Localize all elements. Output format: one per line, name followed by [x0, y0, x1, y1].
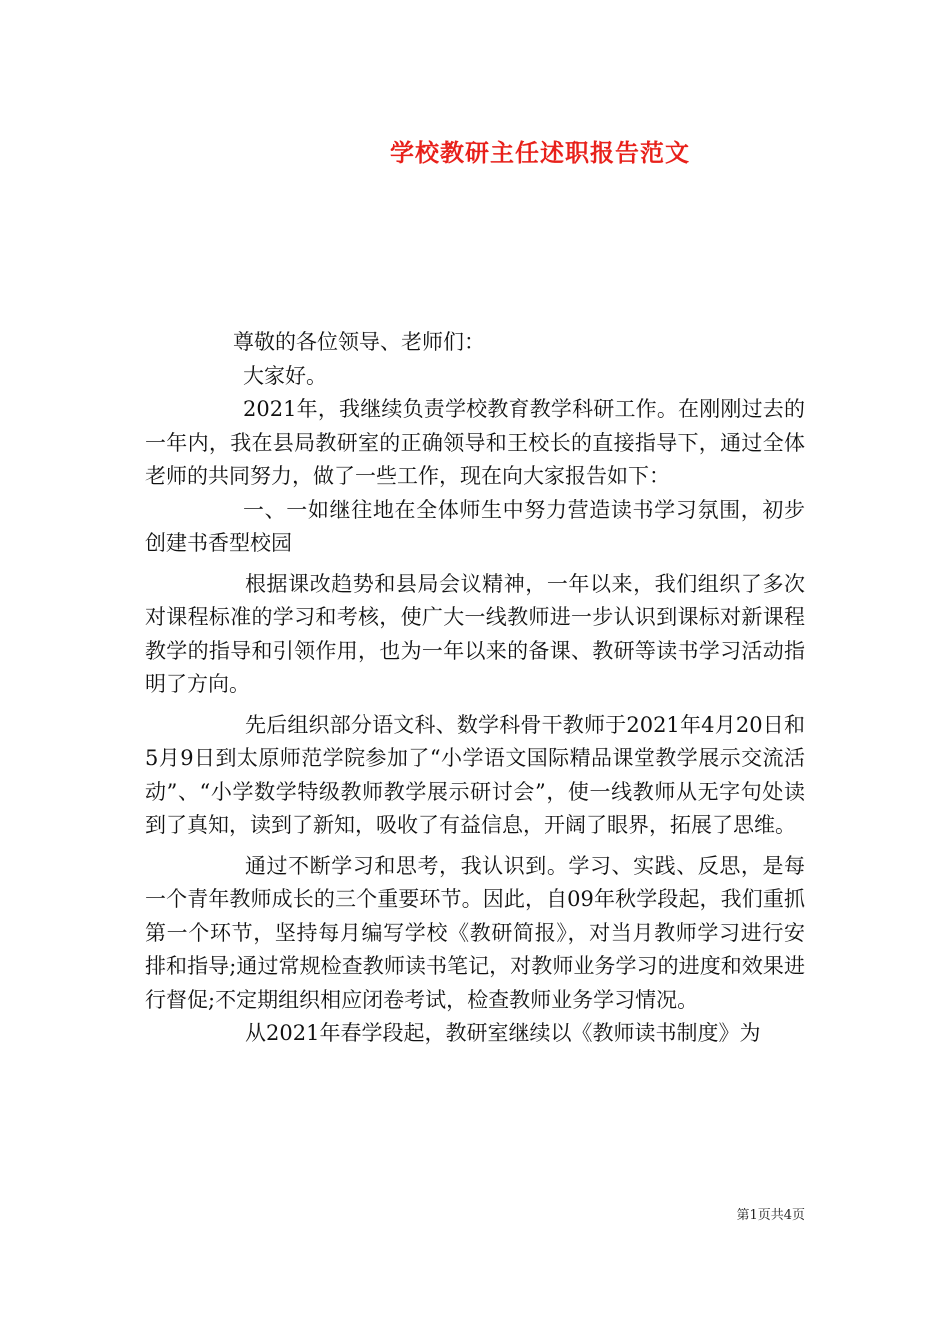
paragraph-curriculum-study: 根据课改趋势和县局会议精神，一年以来，我们组织了多次对课程标准的学习和考核，使广大一线教师进一步认识到课标对新课程教学的指导和引领作用，也为一年以来的备课、教研等读书学习活动指明了方向。 — [145, 571, 805, 696]
section-heading-1: 一、一如继往地在全体师生中努力营造读书学习氛围，初步创建书香型校园 — [145, 497, 805, 555]
document-body — [145, 326, 805, 1051]
hello-line: 大家好。 — [243, 363, 327, 388]
greeting-line: 尊敬的各位领导、老师们： — [233, 330, 485, 354]
paragraph-reading-system: 从2021年春学段起，教研室继续以《教师读书制度》为 — [245, 1021, 761, 1045]
paragraph-intro: 2021年，我继续负责学校教育教学科研工作。在刚刚过去的一年内，我在县局教研室的正确领导和王校长的直接指导下，通过全体老师的共同努力，做了一些工作，现在向大家报告如下： — [145, 397, 805, 488]
page-number-footer: 第1页共4页 — [736, 1208, 805, 1223]
paragraph-teacher-visit: 先后组织部分语文科、数学科骨干教师于2021年4月20日和5月9日到太原师范学院参加了“小学语文国际精品课堂教学展示交流活动”、“小学数学特级教师教学展示研讨会”，使一线教师从无字句处读到了真知，读到了新知，吸收了有益信息，开阔了眼界，拓展了思维。 — [145, 712, 805, 837]
document-title: 学校教研主任述职报告范文 — [390, 138, 690, 167]
paragraph-learning-reflection: 通过不断学习和思考，我认识到。学习、实践、反思，是每一个青年教师成长的三个重要环节。因此，自09年秋学段起，我们重抓第一个环节，坚持每月编写学校《教研简报》，对当月教师学习进行安排和指导;通过常规检查教师读书笔记，对教师业务学习的进度和效果进行督促;不定期组织相应闭卷考试，检查教师业务学习情况。 — [145, 853, 805, 1012]
